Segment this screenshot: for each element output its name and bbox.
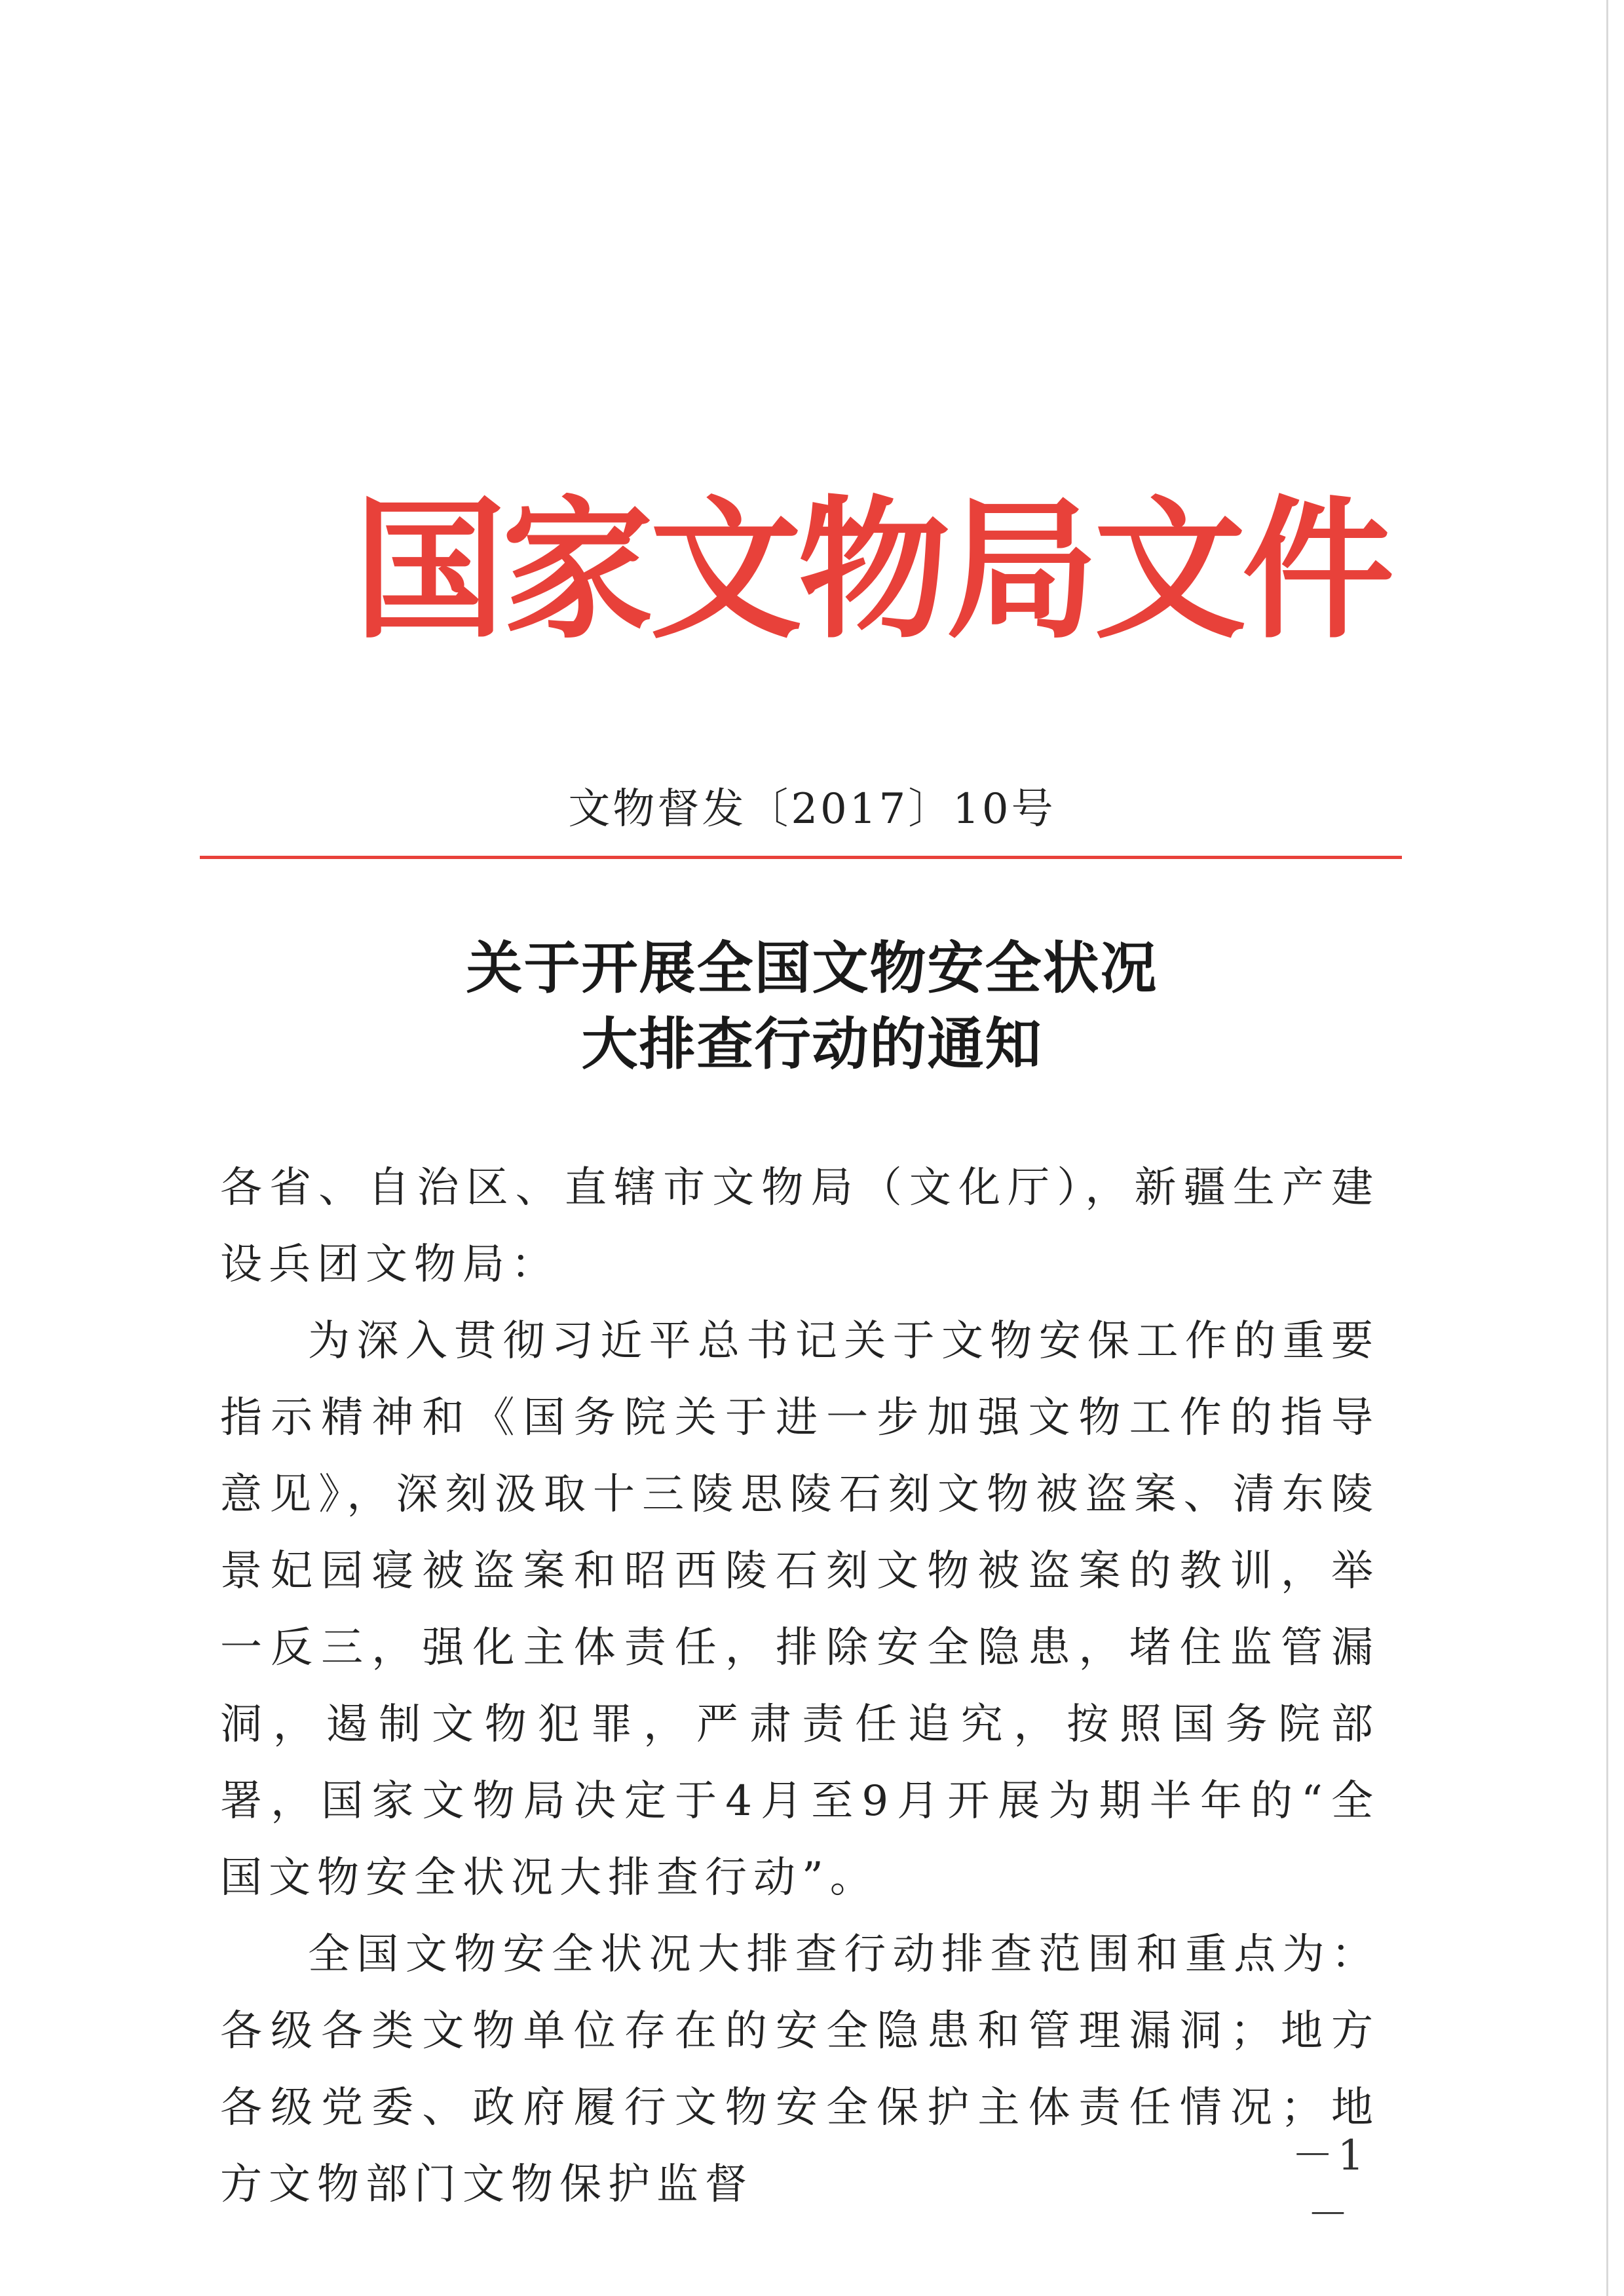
body-paragraph-1: 为深入贯彻习近平总书记关于文物安保工作的重要指示精神和《国务院关于进一步加强文物工作的指导意见》，深刻汲取十三陵思陵石刻文物被盗案、清东陵景妃园寝被盗案和昭西陵石刻文物被盗案的教训，举一反三，强化主体责任，排除安全隐患，堵住监管漏洞，遏制文物犯罪，严肃责任追究，按照国务院部署，国家文物局决定于4月至9月开展为期半年的“全国文物安全状况大排查行动”。	[220, 1317, 1380, 1902]
page-number: －1－	[1291, 2132, 1369, 2239]
body-paragraph-2: 全国文物安全状况大排查行动排查范围和重点为：各级各类文物单位存在的安全隐患和管理漏洞；地方各级党委、政府履行文物安全保护主体责任情况；地方文物部门文物保护监督	[220, 1930, 1380, 2209]
notice-title-line-1: 关于开展全国文物安全状况	[466, 936, 1158, 1001]
notice-title-line-2: 大排查行动的通知	[581, 1012, 1043, 1077]
masthead-title: 国家文物局文件	[354, 480, 1391, 659]
document-body	[220, 1150, 1380, 2223]
red-divider-rule	[200, 856, 1402, 859]
page-edge-line	[1606, 0, 1608, 2296]
notice-title	[0, 930, 1624, 1082]
document-number: 文物督发〔2017〕10号	[568, 785, 1056, 833]
salutation: 各省、自治区、直辖市文物局（文化厅），新疆生产建设兵团文物局：	[220, 1164, 1380, 1289]
